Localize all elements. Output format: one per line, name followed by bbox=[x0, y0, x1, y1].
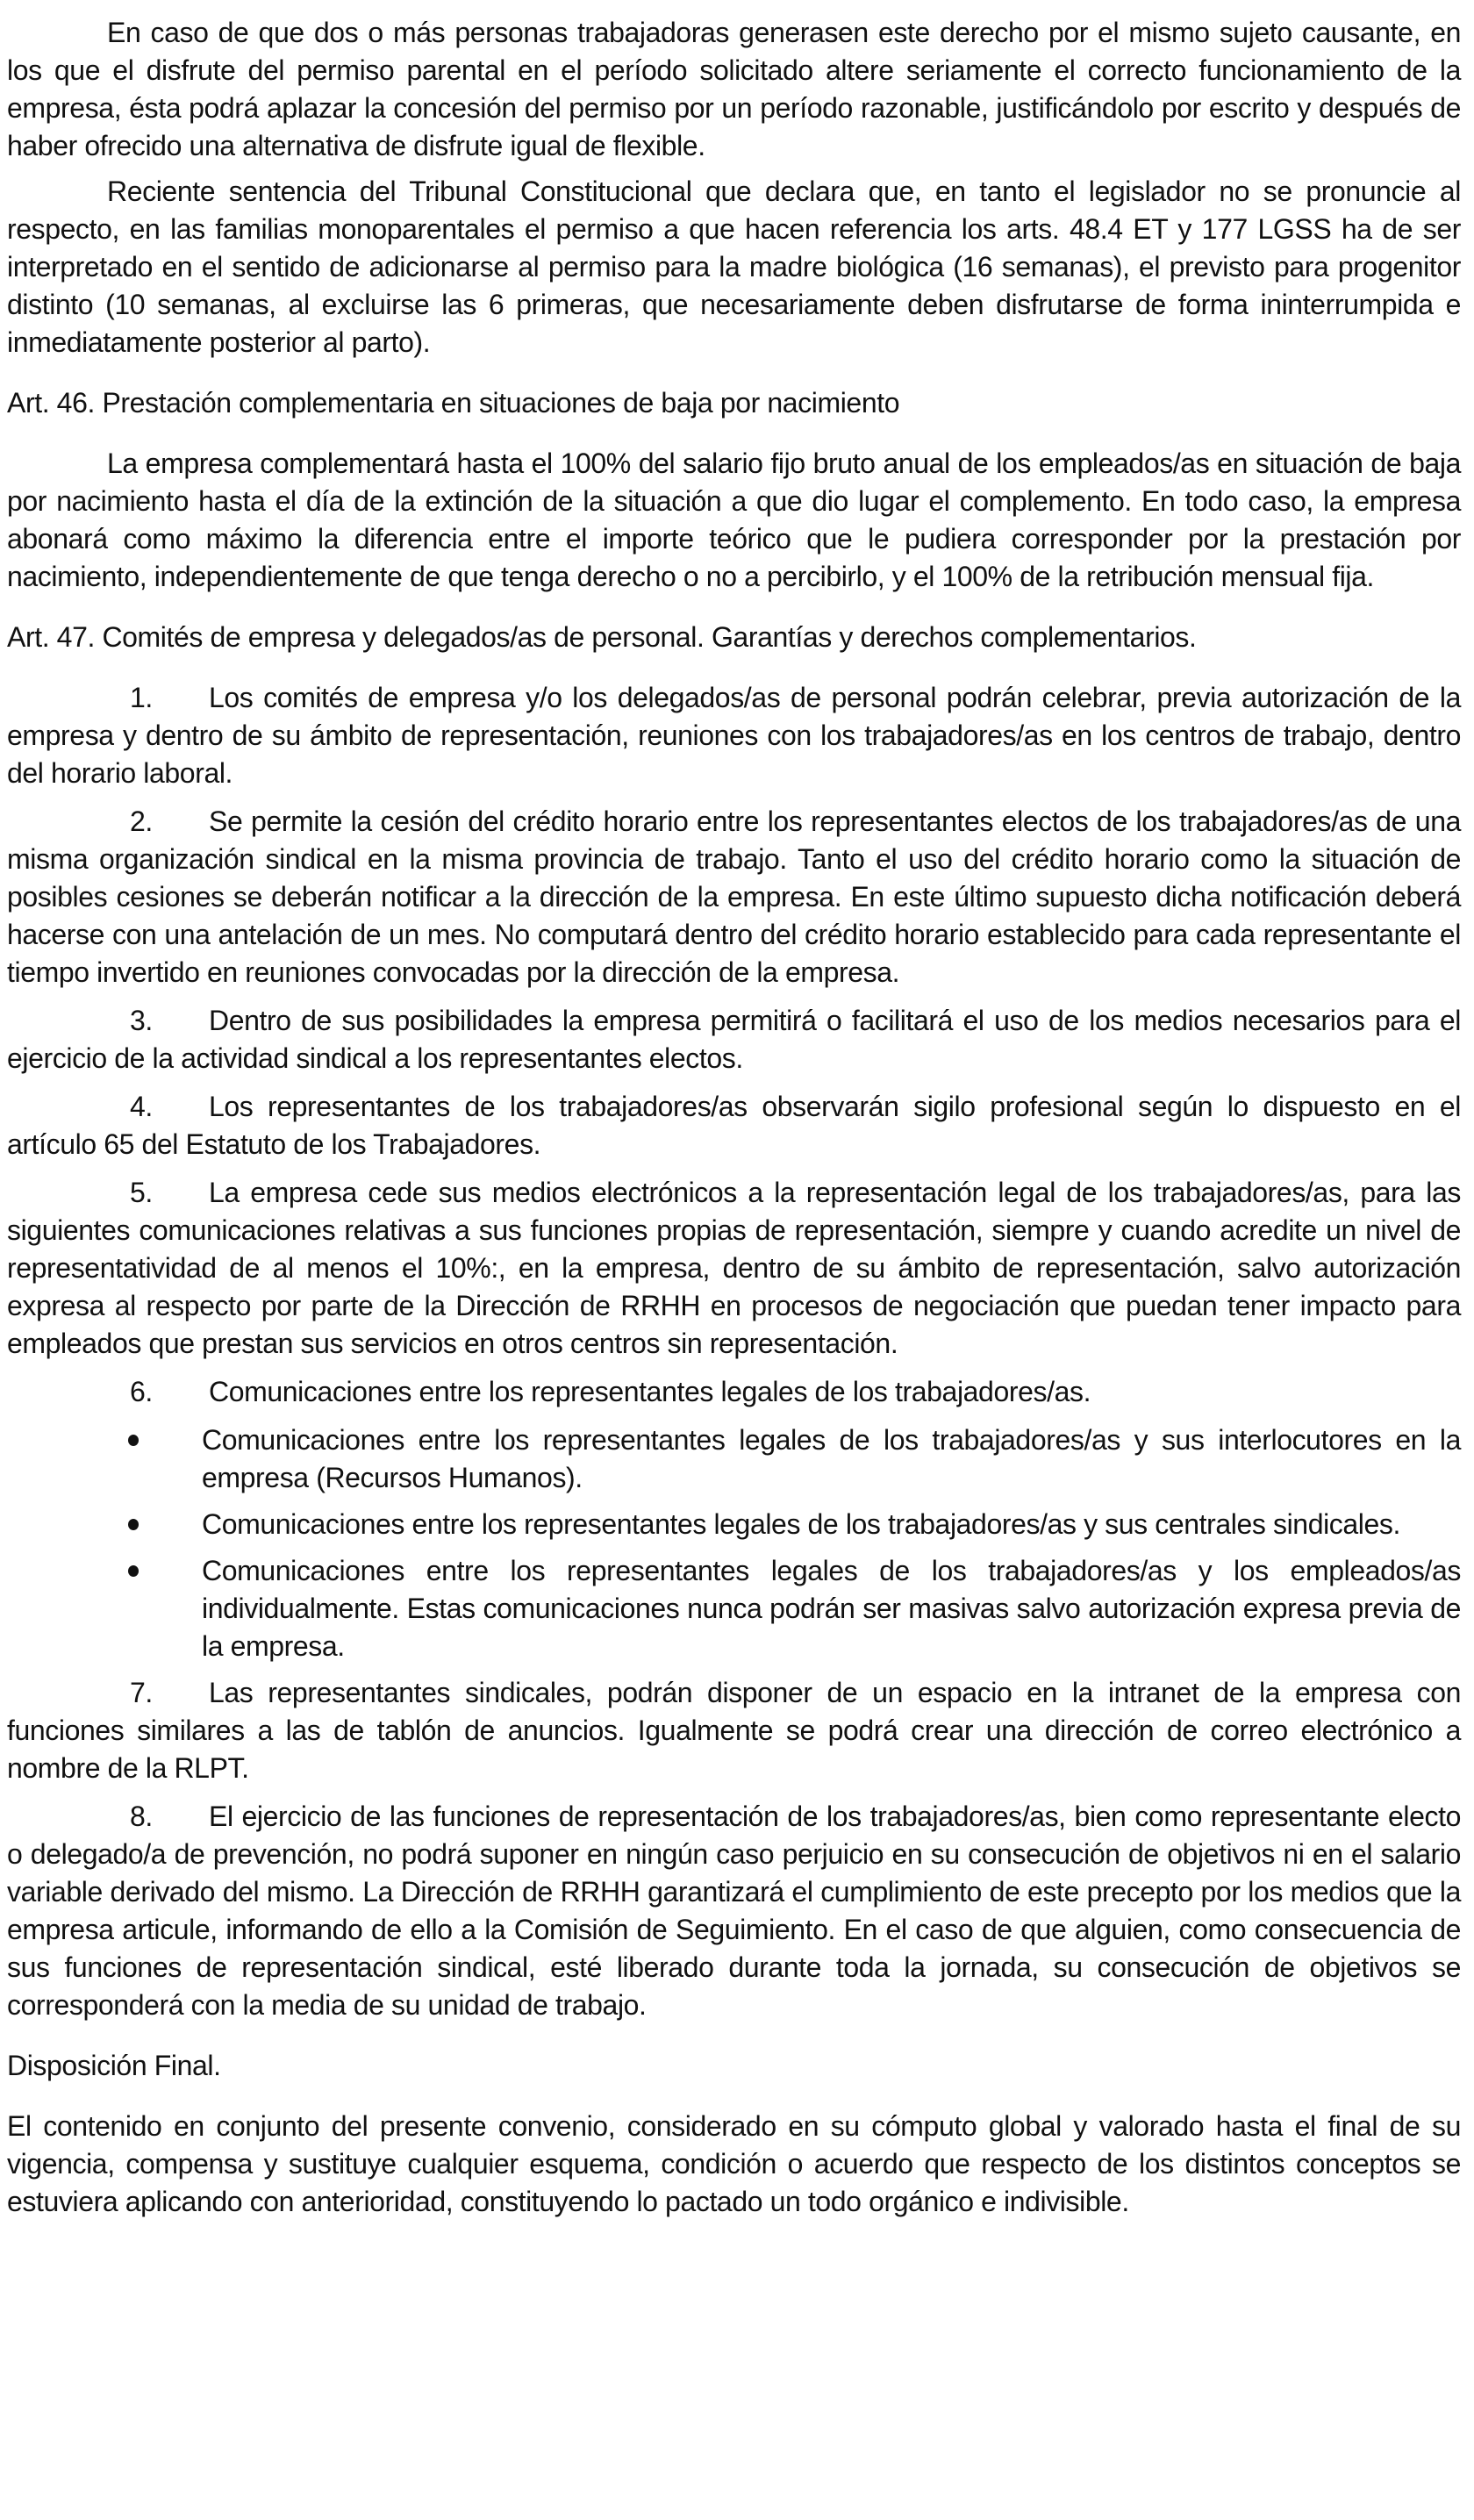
item-text: La empresa cede sus medios electrónicos a la representación legal de los trabajadores/as, para las siguientes comunicaciones relativas a sus funciones propias de representación, siempre y cuando acredite un nivel de representatividad de al menos el 10%:, en la empresa, dentro de su ámbito de representación, salvo autorización expresa al respecto por parte de la Dirección de RRHH en procesos de negociación que puedan tener impacto para empleados que prestan sus servicios en otros centros sin representación. bbox=[7, 1177, 1461, 1359]
item-number: 5. bbox=[130, 1177, 153, 1208]
bullet-icon bbox=[128, 1519, 139, 1530]
item-number: 2. bbox=[130, 805, 153, 837]
numbered-item bbox=[7, 1174, 1461, 1363]
bullet-text: Comunicaciones entre los representantes legales de los trabajadores/as y sus interlocutores en la empresa (Recursos Humanos). bbox=[202, 1424, 1461, 1493]
item-number: 3. bbox=[130, 1005, 153, 1036]
item-text: Los representantes de los trabajadores/as observarán sigilo profesional según lo dispuesto en el artículo 65 del Estatuto de los Trabajadores. bbox=[7, 1091, 1461, 1160]
numbered-item bbox=[7, 1373, 1461, 1411]
article-47-heading: Art. 47. Comités de empresa y delegados/as de personal. Garantías y derechos complementarios. bbox=[7, 621, 1197, 653]
item-number: 6. bbox=[130, 1376, 153, 1407]
numbered-item bbox=[7, 1002, 1461, 1077]
item-number: 8. bbox=[130, 1801, 153, 1832]
item-text: Dentro de sus posibilidades la empresa permitirá o facilitará el uso de los medios necesarios para el ejercicio de la actividad sindical a los representantes electos. bbox=[7, 1005, 1461, 1074]
bullet-text: Comunicaciones entre los representantes legales de los trabajadores/as y los empleados/as individualmente. Estas comunicaciones nunca podrán ser masivas salvo autorización expresa previa de la empresa. bbox=[202, 1555, 1461, 1662]
paragraph: La empresa complementará hasta el 100% del salario fijo bruto anual de los empleados/as en situación de baja por nacimiento hasta el día de la extinción de la situación a que dio lugar el complemento. En todo caso, la empresa abonará como máximo la diferencia entre el importe teórico que le pudiera corresponder por la prestación por nacimiento, independientemente de que tenga derecho o no a percibirlo, y el 100% de la retribución mensual fija. bbox=[7, 447, 1461, 592]
bullet-icon bbox=[128, 1565, 139, 1577]
article-46-heading: Art. 46. Prestación complementaria en situaciones de baja por nacimiento bbox=[7, 387, 900, 419]
numbered-item bbox=[7, 1088, 1461, 1163]
paragraph: El contenido en conjunto del presente convenio, considerado en su cómputo global y valorado hasta el final de su vigencia, compensa y sustituye cualquier esquema, condición o acuerdo que respecto de los distintos conceptos se estuviera aplicando con anterioridad, constituyendo lo pactado un todo orgánico e indivisible. bbox=[7, 2110, 1461, 2217]
final-provision-heading: Disposición Final. bbox=[7, 2050, 221, 2081]
bullet-item bbox=[7, 1506, 1461, 1543]
numbered-item bbox=[7, 1798, 1461, 2024]
bullet-icon bbox=[128, 1435, 139, 1446]
item-number: 4. bbox=[130, 1091, 153, 1122]
bullet-text: Comunicaciones entre los representantes legales de los trabajadores/as y sus centrales sindicales. bbox=[202, 1508, 1401, 1540]
numbered-item bbox=[7, 679, 1461, 792]
item-text: Se permite la cesión del crédito horario entre los representantes electos de los trabajadores/as de una misma organización sindical en la misma provincia de trabajo. Tanto el uso del crédito horario como la situación de posibles cesiones se deberán notificar a la dirección de la empresa. En este último supuesto dicha notificación deberá hacerse con una antelación de un mes. No computará dentro del crédito horario establecido para cada representante el tiempo invertido en reuniones convocadas por la dirección de la empresa. bbox=[7, 805, 1461, 988]
bullet-item bbox=[7, 1421, 1461, 1497]
numbered-item bbox=[7, 803, 1461, 992]
paragraph: Reciente sentencia del Tribunal Constitucional que declara que, en tanto el legislador no se pronuncie al respecto, en las familias monoparentales el permiso a que hacen referencia los arts. 48.4 ET y 177 LGSS ha de ser interpretado en el sentido de adicionarse al permiso para la madre biológica (16 semanas), el previsto para progenitor distinto (10 semanas, al excluirse las 6 primeras, que necesariamente deben disfrutarse de forma ininterrumpida e inmediatamente posterior al parto). bbox=[7, 175, 1461, 358]
item-number: 1. bbox=[130, 682, 153, 713]
item-text: Las representantes sindicales, podrán disponer de un espacio en la intranet de la empresa con funciones similares a las de tablón de anuncios. Igualmente se podrá crear una dirección de correo electrónico a nombre de la RLPT. bbox=[7, 1677, 1461, 1784]
item-text: El ejercicio de las funciones de representación de los trabajadores/as, bien como representante electo o delegado/a de prevención, no podrá suponer en ningún caso perjuicio en su consecución de objetivos ni en el salario variable derivado del mismo. La Dirección de RRHH garantizará el cumplimiento de este precepto por los medios que la empresa articule, informando de ello a la Comisión de Seguimiento. En el caso de que alguien, como consecuencia de sus funciones de representación sindical, esté liberado durante toda la jornada, su consecución de objetivos se corresponderá con la media de su unidad de trabajo. bbox=[7, 1801, 1461, 2021]
item-number: 7. bbox=[130, 1677, 153, 1708]
bullet-item bbox=[7, 1552, 1461, 1665]
item-text: Comunicaciones entre los representantes legales de los trabajadores/as. bbox=[209, 1376, 1091, 1407]
paragraph: En caso de que dos o más personas trabajadoras generasen este derecho por el mismo sujeto causante, en los que el disfrute del permiso parental en el período solicitado altere seriamente el correcto funcionamiento de la empresa, ésta podrá aplazar la concesión del permiso por un período razonable, justificándolo por escrito y después de haber ofrecido una alternativa de disfrute igual de flexible. bbox=[7, 17, 1461, 161]
item-text: Los comités de empresa y/o los delegados/as de personal podrán celebrar, previa autorización de la empresa y dentro de su ámbito de representación, reuniones con los trabajadores/as en los centros de trabajo, dentro del horario laboral. bbox=[7, 682, 1461, 789]
numbered-item bbox=[7, 1674, 1461, 1787]
